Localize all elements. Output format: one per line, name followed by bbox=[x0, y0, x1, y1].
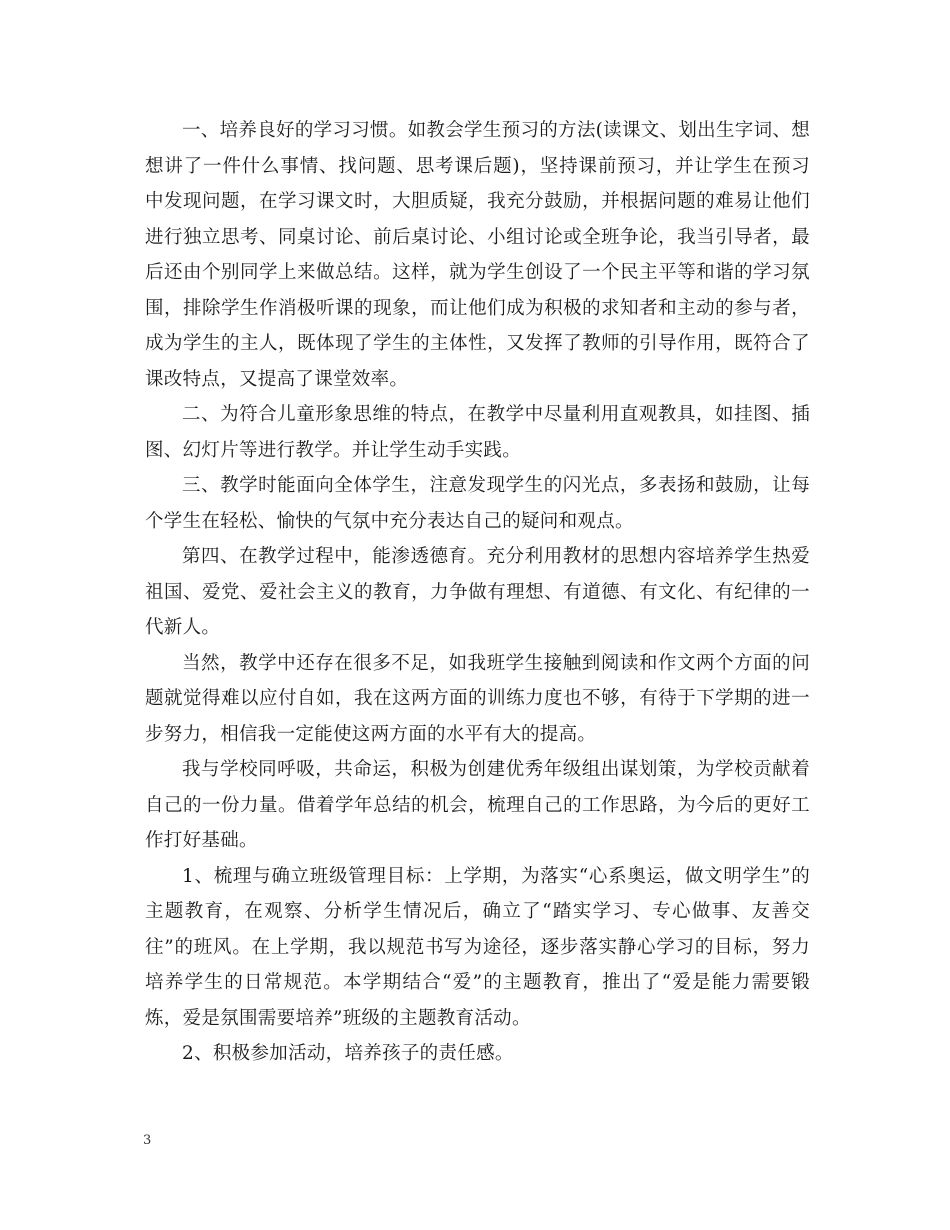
paragraph-school-contribution: 我与学校同呼吸，共命运，积极为创建优秀年级组出谋划策，为学校贡献着自己的一份力量。借着学年总结的机会，梳理自己的工作思路，为今后的更好工作打好基础。 bbox=[145, 759, 810, 851]
paragraph-class-goals: 1、梳理与确立班级管理目标：上学期，为落实“心系奥运，做文明学生”的主题教育，在观察、分析学生情况后，确立了“踏实学习、专心做事、友善交往”的班风。在上学期，我以规范书写为途径，逐步落实静心学习的目标，努力培养学生的日常规范。本学期结合“爱”的主题教育，推出了“爱是能力需要锻炼，爱是氛围需要培养”班级的主题教育活动。 bbox=[145, 865, 810, 1029]
document-body bbox=[145, 113, 810, 1072]
paragraph-all-students: 三、教学时能面向全体学生，注意发现学生的闪光点，多表扬和鼓励，让每个学生在轻松、愉快的气氛中充分表达自己的疑问和观点。 bbox=[145, 475, 810, 532]
page-number: 3 bbox=[143, 1133, 152, 1148]
paragraph-study-habits: 一、培养良好的学习习惯。如教会学生预习的方法(读课文、划出生字词、想想讲了一件什么事情、找问题、思考课后题)，坚持课前预习，并让学生在预习中发现问题，在学习课文时，大胆质疑，我充分鼓励，并根据问题的难易让他们进行独立思考、同桌讨论、前后桌讨论、小组讨论或全班争论，我当引导者，最后还由个别同学上来做总结。这样，就为学生创设了一个民主平等和谐的学习氛围，排除学生作消极听课的现象，而让他们成为积极的求知者和主动的参与者，成为学生的主人，既体现了学生的主体性，又发挥了教师的引导作用，既符合了课改特点，又提高了课堂效率。 bbox=[145, 120, 810, 390]
paragraph-activities: 2、积极参加活动，培养孩子的责任感。 bbox=[182, 1043, 514, 1064]
paragraph-visual-aids: 二、为符合儿童形象思维的特点，在教学中尽量利用直观教具，如挂图、插图、幻灯片等进行教学。并让学生动手实践。 bbox=[145, 404, 810, 461]
paragraph-shortcomings: 当然，教学中还存在很多不足，如我班学生接触到阅读和作文两个方面的问题就觉得难以应付自如，我在这两方面的训练力度也不够，有待于下学期的进一步努力，相信我一定能使这两方面的水平有大的提高。 bbox=[145, 652, 810, 745]
paragraph-moral-education: 第四、在教学过程中，能渗透德育。充分利用教材的思想内容培养学生热爱祖国、爱党、爱社会主义的教育，力争做有理想、有道德、有文化、有纪律的一代新人。 bbox=[145, 546, 810, 638]
